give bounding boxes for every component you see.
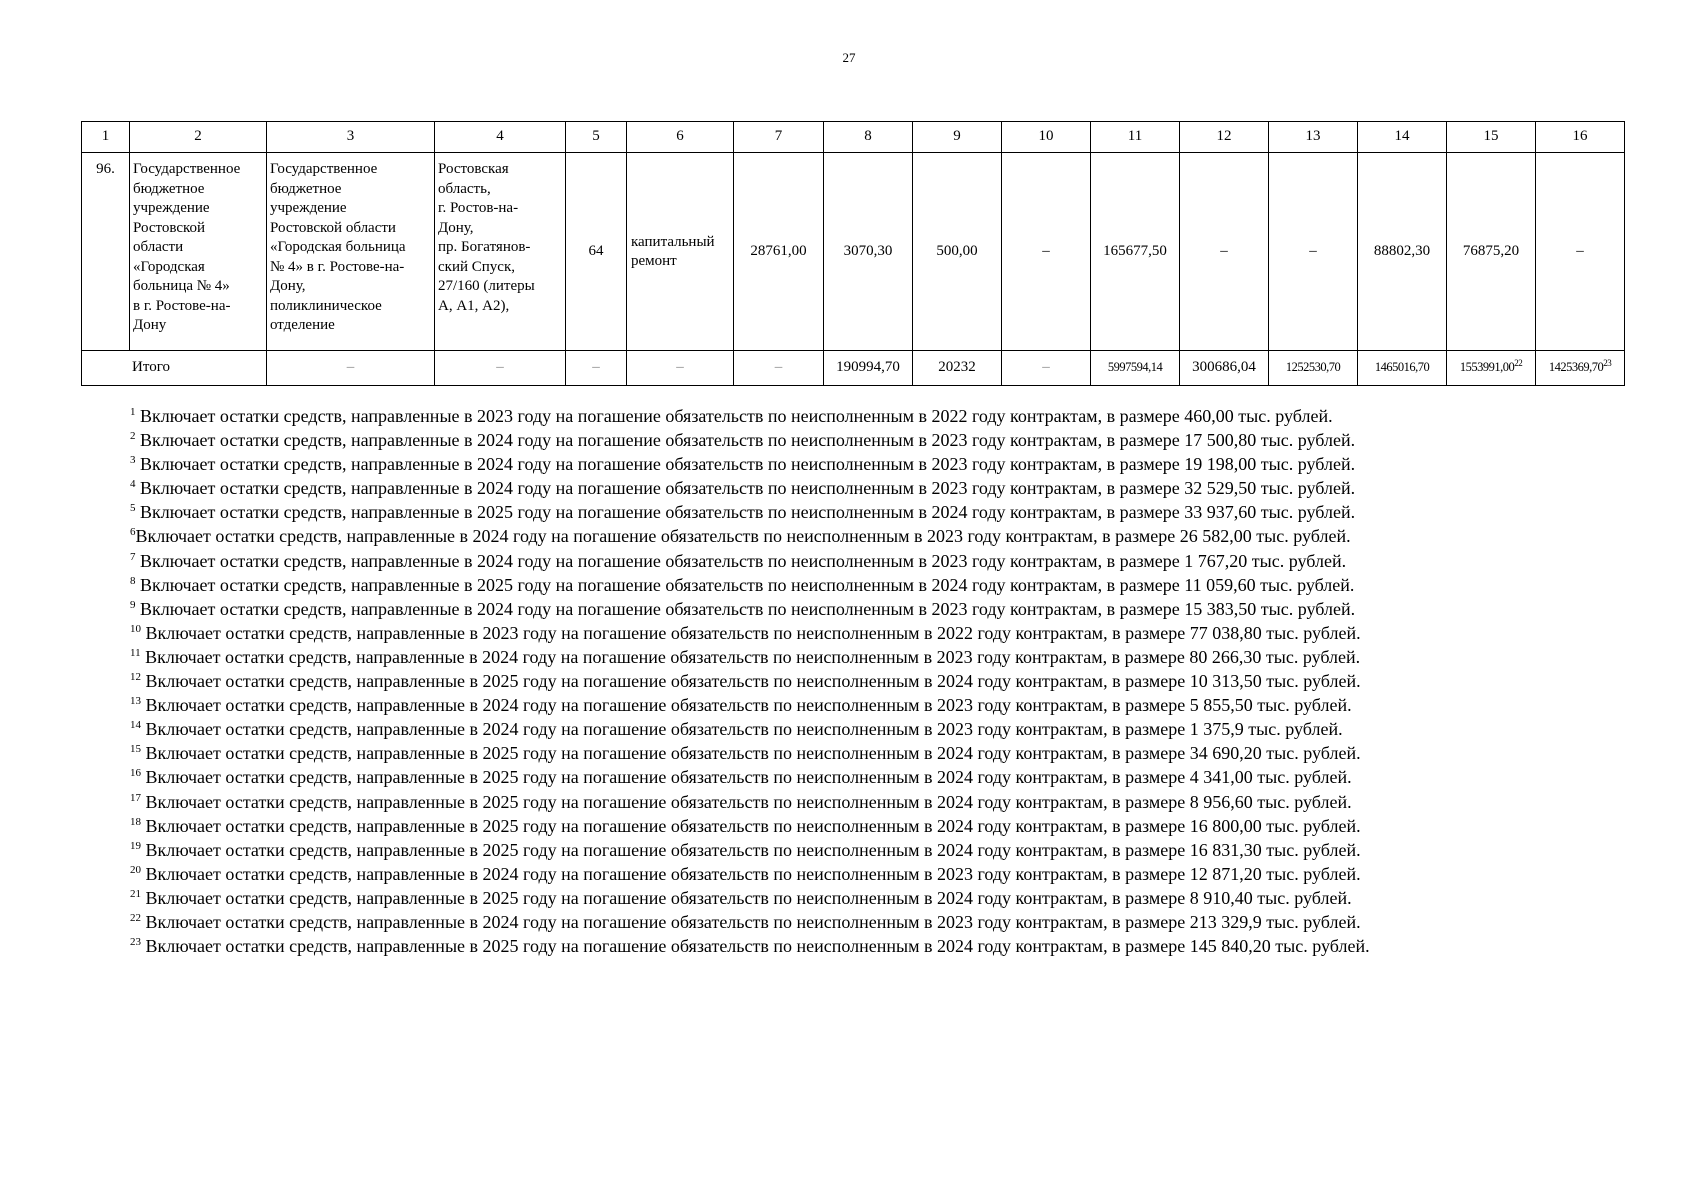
footnote-text: Включает остатки средств, направленные в 2025 году на погашение обязательств по неисполненным в 2024 году контрактам, в размере 10 313,50 тыс. рублей.	[145, 671, 1361, 692]
object-line: отделение	[270, 317, 335, 333]
footnote	[130, 838, 1630, 862]
footnote	[130, 862, 1630, 886]
footnote-number: 3	[130, 454, 136, 467]
object-line: «Городская больница	[270, 239, 406, 255]
table-cell: 300686,04	[1180, 351, 1269, 386]
footnote-number: 7	[130, 550, 136, 563]
footnote-text: Включает остатки средств, направленные в 2025 году на погашение обязательств по неисполненным в 2024 году контрактам, в размере 33 937,60 тыс. рублей.	[140, 502, 1356, 523]
footnote-text: Включает остатки средств, направленные в 2025 году на погашение обязательств по неисполненным в 2024 году контрактам, в размере 4 341,00 тыс. рублей.	[145, 767, 1352, 788]
footnote	[130, 814, 1630, 838]
footnote-number: 8	[130, 574, 136, 587]
footnotes	[130, 404, 1630, 958]
footnote-text: Включает остатки средств, направленные в 2024 году на погашение обязательств по неисполненным в 2023 году контрактам, в размере 5 855,50 тыс. рублей.	[145, 695, 1352, 716]
footnote	[130, 790, 1630, 814]
footnote-number: 20	[130, 863, 141, 876]
table-cell: 3070,30	[824, 153, 913, 351]
footnote-text: Включает остатки средств, направленные в 2024 году на погашение обязательств по неисполненным в 2023 году контрактам, в размере 17 500,80 тыс. рублей.	[140, 430, 1356, 451]
footnote-text: Включает остатки средств, направленные в 2024 году на погашение обязательств по неисполненным в 2023 году контрактам, в размере 213 329,9 тыс. рублей.	[145, 911, 1361, 932]
footnote-number: 1	[130, 406, 136, 418]
footnote-number: 12	[130, 671, 141, 684]
recipient-line: бюджетное	[133, 180, 205, 197]
column-number: 10	[1002, 122, 1091, 153]
table-cell: 76875,20	[1447, 153, 1536, 351]
footnote	[130, 549, 1630, 573]
object-line: бюджетное	[270, 180, 342, 197]
table-cell: 1252530,70	[1269, 351, 1358, 386]
total-col15-cell	[1447, 351, 1536, 386]
column-number: 16	[1536, 122, 1625, 153]
footnote-text: Включает остатки средств, направленные в 2024 году на погашение обязательств по неисполненным в 2023 году контрактам, в размере 80 266,30 тыс. рублей.	[145, 646, 1361, 667]
address-line: г. Ростов-на-	[438, 200, 519, 216]
footnote-text: Включает остатки средств, направленные в 2025 году на погашение обязательств по неисполненным в 2024 году контрактам, в размере 11 059,60 тыс. рублей.	[140, 574, 1355, 595]
address-line: пр. Богатянов-	[438, 239, 531, 255]
column-number: 7	[734, 122, 824, 153]
footnote-ref: 23	[1603, 358, 1612, 369]
address-line: ский Спуск,	[438, 258, 515, 275]
footnote-number: 2	[130, 430, 136, 443]
table-cell: 1465016,70	[1358, 351, 1447, 386]
recipient-line: Государственное	[133, 161, 241, 177]
column-number: 14	[1358, 122, 1447, 153]
table-cell: –	[1002, 351, 1091, 386]
footnote	[130, 645, 1630, 669]
footnote	[130, 717, 1630, 741]
recipient-line: больница № 4»	[133, 278, 230, 294]
column-number: 4	[435, 122, 566, 153]
row-index: 96.	[82, 153, 130, 351]
recipient-line: Дону	[133, 317, 167, 333]
footnote	[130, 669, 1630, 693]
footnote-number: 10	[130, 622, 141, 635]
footnote	[130, 693, 1630, 717]
footnote-text: Включает остатки средств, направленные в 2023 году на погашение обязательств по неисполненным в 2022 году контрактам, в размере 77 038,80 тыс. рублей.	[145, 622, 1361, 643]
footnote-text: Включает остатки средств, направленные в 2024 году на погашение обязательств по неисполненным в 2023 году контрактам, в размере 19 198,00 тыс. рублей.	[140, 454, 1356, 475]
table-cell: 165677,50	[1091, 153, 1180, 351]
financing-table	[81, 121, 1625, 386]
footnote	[130, 910, 1630, 934]
column-number: 11	[1091, 122, 1180, 153]
column-number: 2	[130, 122, 267, 153]
footnote-text: Включает остатки средств, направленные в 2024 году на погашение обязательств по неисполненным в 2023 году контрактам, в размере 32 529,50 тыс. рублей.	[140, 478, 1356, 499]
table-cell: –	[734, 351, 824, 386]
footnote-text: Включает остатки средств, направленные в 2024 году на погашение обязательств по неисполненным в 2023 году контрактам, в размере 1 767,20 тыс. рублей.	[140, 550, 1347, 571]
recipient-line: учреждение	[133, 200, 210, 216]
recipient-cell	[130, 153, 267, 351]
total-value: 1425369,70	[1548, 360, 1604, 375]
footnote-text: Включает остатки средств, направленные в 2025 году на погашение обязательств по неисполненным в 2024 году контрактам, в размере 16 800,00 тыс. рублей.	[145, 815, 1361, 836]
column-number: 15	[1447, 122, 1536, 153]
footnote-text: Включает остатки средств, направленные в 2025 году на погашение обязательств по неисполненным в 2024 году контрактам, в размере 34 690,20 тыс. рублей.	[145, 743, 1361, 764]
footnote-number: 14	[130, 719, 141, 732]
object-line: учреждение	[270, 200, 347, 216]
column-number: 8	[824, 122, 913, 153]
work-type-line: ремонт	[631, 252, 677, 269]
column-number: 12	[1180, 122, 1269, 153]
footnote-text: Включает остатки средств, направленные в 2025 году на погашение обязательств по неисполненным в 2024 году контрактам, в размере 8 956,60 тыс. рублей.	[145, 791, 1352, 812]
footnote-ref: 22	[1514, 358, 1523, 369]
object-line: Государственное	[270, 161, 378, 177]
table-cell: –	[267, 351, 435, 386]
footnote-number: 19	[130, 839, 141, 852]
recipient-line: области	[133, 239, 184, 255]
footnote	[130, 621, 1630, 645]
column-number: 1	[82, 122, 130, 153]
footnote-number: 22	[130, 911, 141, 924]
footnote-number: 5	[130, 502, 136, 515]
footnote	[130, 404, 1630, 428]
footnote-text: Включает остатки средств, направленные в 2024 году на погашение обязательств по неисполненным в 2023 году контрактам, в размере 26 582,00 тыс. рублей.	[135, 526, 1351, 547]
column-number: 9	[913, 122, 1002, 153]
object-line: № 4» в г. Ростове-на-	[270, 258, 405, 275]
address-cell	[435, 153, 566, 351]
table-cell: 64	[566, 153, 627, 351]
footnote	[130, 934, 1630, 958]
footnote-text: Включает остатки средств, направленные в 2025 году на погашение обязательств по неисполненным в 2024 году контрактам, в размере 8 910,40 тыс. рублей.	[145, 887, 1352, 908]
column-number-row	[82, 122, 1625, 153]
table-cell: 500,00	[913, 153, 1002, 351]
object-line: поликлиническое	[270, 297, 382, 314]
footnote	[130, 741, 1630, 765]
work-type-line: капитальный	[631, 233, 715, 250]
footnote	[130, 524, 1630, 548]
table-cell: –	[1002, 153, 1091, 351]
footnote	[130, 573, 1630, 597]
footnote-number: 17	[130, 791, 141, 804]
footnote-number: 21	[130, 887, 141, 900]
footnote-number: 6	[130, 526, 136, 539]
table-cell: –	[435, 351, 566, 386]
address-line: А, А1, А2),	[438, 297, 510, 314]
table-cell: 28761,00	[734, 153, 824, 351]
table-cell: 88802,30	[1358, 153, 1447, 351]
footnote-text: Включает остатки средств, направленные в 2024 году на погашение обязательств по неисполненным в 2023 году контрактам, в размере 12 871,20 тыс. рублей.	[145, 863, 1361, 884]
table-cell: 5997594,14	[1091, 351, 1180, 386]
footnote-number: 9	[130, 598, 136, 611]
footnote-number: 23	[130, 936, 141, 949]
column-number: 13	[1269, 122, 1358, 153]
footnote-number: 16	[130, 767, 141, 780]
object-cell	[267, 153, 435, 351]
footnote-text: Включает остатки средств, направленные в 2023 году на погашение обязательств по неисполненным в 2022 году контрактам, в размере 460,00 тыс. рублей.	[140, 406, 1333, 426]
address-line: область,	[438, 180, 491, 197]
footnote	[130, 428, 1630, 452]
footnote	[130, 886, 1630, 910]
object-line: Ростовской области	[270, 219, 396, 236]
footnote-text: Включает остатки средств, направленные в 2025 году на погашение обязательств по неисполненным в 2024 году контрактам, в размере 16 831,30 тыс. рублей.	[145, 839, 1361, 860]
table-cell: –	[627, 351, 734, 386]
total-label: Итого	[82, 351, 267, 386]
column-number: 6	[627, 122, 734, 153]
recipient-line: Ростовской	[133, 219, 206, 236]
footnote-text: Включает остатки средств, направленные в 2024 году на погашение обязательств по неисполненным в 2023 году контрактам, в размере 15 383,50 тыс. рублей.	[140, 598, 1356, 619]
footnote-number: 18	[130, 815, 141, 828]
table-cell: –	[1269, 153, 1358, 351]
footnote-text: Включает остатки средств, направленные в 2025 году на погашение обязательств по неисполненным в 2024 году контрактам, в размере 145 840,20 тыс. рублей.	[145, 936, 1370, 957]
total-value: 1553991,00	[1459, 360, 1515, 375]
table-row	[82, 153, 1625, 351]
object-line: Дону,	[270, 278, 306, 294]
footnote-number: 4	[130, 478, 136, 491]
address-line: Дону,	[438, 219, 474, 236]
total-row	[82, 351, 1625, 386]
footnote-text: Включает остатки средств, направленные в 2024 году на погашение обязательств по неисполненным в 2023 году контрактам, в размере 1 375,9 тыс. рублей.	[145, 719, 1343, 740]
column-number: 3	[267, 122, 435, 153]
footnote-number: 15	[130, 743, 141, 756]
column-number: 5	[566, 122, 627, 153]
address-line: 27/160 (литеры	[438, 278, 535, 294]
footnote	[130, 452, 1630, 476]
footnote-number: 11	[130, 646, 141, 659]
address-line: Ростовская	[438, 161, 509, 177]
footnote	[130, 476, 1630, 500]
total-col16-cell	[1536, 351, 1625, 386]
footnote	[130, 500, 1630, 524]
page-number: 27	[842, 50, 856, 65]
table-cell: –	[566, 351, 627, 386]
footnote	[130, 765, 1630, 789]
table-cell: –	[1536, 153, 1625, 351]
recipient-line: «Городская	[133, 258, 205, 275]
work-type-cell	[627, 153, 734, 351]
footnote-number: 13	[130, 695, 141, 708]
table-cell: 190994,70	[824, 351, 913, 386]
table-cell: –	[1180, 153, 1269, 351]
footnote	[130, 597, 1630, 621]
table-cell: 20232	[913, 351, 1002, 386]
recipient-line: в г. Ростове-на-	[133, 297, 231, 314]
